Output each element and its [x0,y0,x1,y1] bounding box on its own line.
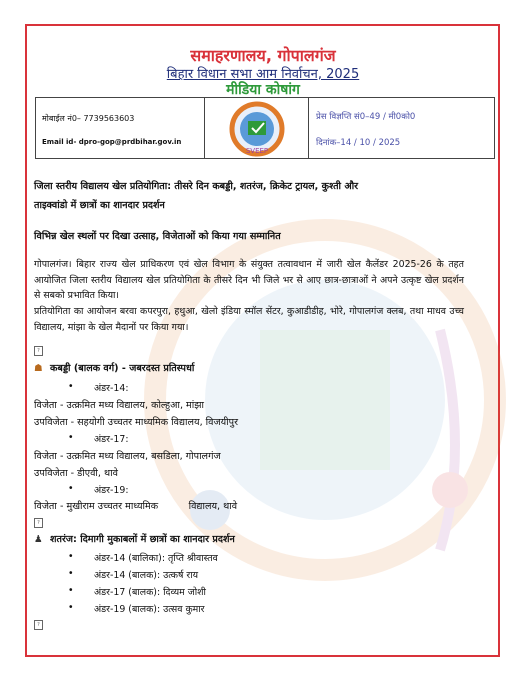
kabaddi-u14-winner: विजेता - उत्क्रमित मध्य विद्यालय, कोल्हुआ, मांझा [34,400,205,411]
chess-item: • अंडर-14 (बालिका): तृप्ति श्रीवास्तव [94,551,218,564]
kabaddi-u19-winner: विजेता - मुखीराम उच्चतर माध्यमिक विद्यालय, थावे [34,501,238,512]
contact-info-box [35,97,495,159]
kabaddi-u17-label: • अंडर-17: [94,432,128,445]
press-release-number: प्रेस विज्ञप्ति सं0–49 / मी0को0 [316,112,416,122]
mobile-number: मोबाईल नं0– 7739563603 [42,114,135,123]
venue-paragraph: प्रतियोगिता का आयोजन बरवा कपरपुरा, हथुआ, खेलो इंडिया स्मॉल सेंटर, कुआडीडीह, भोरे, गोपालगंज क्लब, तथा माधव उच्च विद्यालय, मांझा के खेल मैदानों पर किया गया। [34,306,464,333]
kabaddi-u17-runner: उपविजेता - डीएवी, थावे [34,468,118,479]
kabaddi-u17-winner: विजेता - उत्क्रमित मध्य विद्यालय, बसडिला, गोपालगंज [34,451,221,462]
article-subtitle: विभिन्न खेल स्थलों पर दिखा उत्साह, विजेताओं को किया गया सम्मानित [34,231,281,242]
kabaddi-heading: ☗ कबड्डी (बालक वर्ग) - जबरदस्त प्रतिस्पर्धा [34,363,195,374]
missing-glyph-icon: ? [34,346,43,356]
election-title: बिहार विधान सभा आम निर्वाचन, 2025 [166,67,360,82]
media-cell-title: मीडिया कोषांग [226,82,300,98]
article-title-line1: जिला स्तरीय विद्यालय खेल प्रतियोगिता: तीसरे दिन कबड्डी, शतरंज, क्रिकेट ट्रायल, कुश्ती और [34,181,359,192]
missing-glyph-icon: ? [34,620,43,630]
sveep-logo-icon [218,101,296,157]
chess-item: • अंडर-19 (बालक): उत्सव कुमार [94,602,205,615]
chess-pawn-icon: ♟ [34,534,43,545]
kabaddi-player-icon: ☗ [34,363,43,374]
kabaddi-u14-label: • अंडर-14: [94,381,128,394]
office-title: समाहरणालय, गोपालगंज [190,46,336,65]
logo-text: SVEEP [245,147,269,155]
intro-paragraph: गोपालगंज। बिहार राज्य खेल प्राधिकरण एवं खेल विभाग के संयुक्त तत्वावधान में जारी खेल कैलेंडर 2025-26 के तहत आयोजित जिला स्तरीय विद्यालय खेल प्रतियोगिता के तीसरे दिन भी जिले भर से आए छात्र-छात्राओं ने अपने उत्कृष्ट खेल प्रदर्शन से सबको प्रभावित किया। [34,259,464,301]
article-title-line2: ताइक्वांडो में छात्रों का शानदार प्रदर्शन [34,200,165,211]
chess-item: • अंडर-17 (बालक): दिव्यम जोशी [94,585,206,598]
chess-item: • अंडर-14 (बालक): उत्कर्ष राय [94,568,198,581]
missing-glyph-icon: ? [34,518,43,528]
chess-heading: ♟ शतरंज: दिमागी मुकाबलों में छात्रों का शानदार प्रदर्शन [34,534,235,545]
email-address: Email id- dpro-gop@prdbihar.gov.in [42,138,182,146]
kabaddi-u14-runner: उपविजेता - सहयोगी उच्चतर माध्यमिक विद्यालय, विजयीपुर [34,417,239,428]
kabaddi-u19-label: • अंडर-19: [94,483,128,496]
release-date: दिनांक–14 / 10 / 2025 [316,138,401,148]
